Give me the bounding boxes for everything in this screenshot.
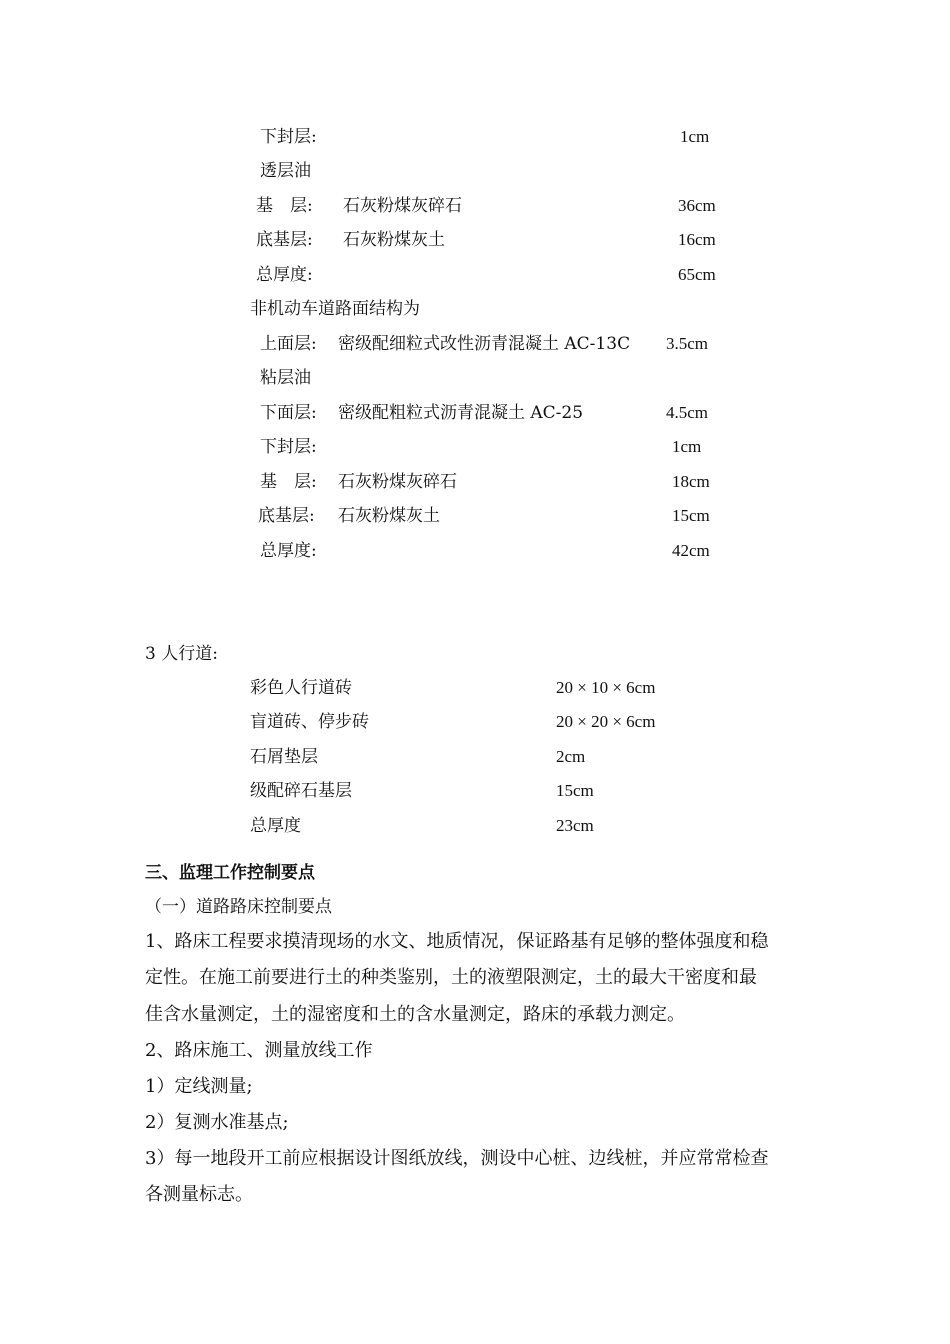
row-label: 下面层: bbox=[260, 403, 317, 423]
sidewalk-row-label: 级配碎石基层 bbox=[250, 781, 352, 801]
sidewalk-row-label: 石屑垫层 bbox=[250, 747, 318, 767]
paragraph-line: 各测量标志。 bbox=[145, 1184, 253, 1205]
paragraph-line: 定性。在施工前要进行土的种类鉴别，土的液塑限测定，土的最大干密度和最 bbox=[145, 967, 757, 988]
row-thickness: 16cm bbox=[678, 230, 716, 249]
row-label: 透层油 bbox=[260, 161, 311, 181]
row-thickness: 1cm bbox=[680, 127, 710, 146]
row-label: 下封层: bbox=[260, 127, 317, 147]
row-thickness: 4.5cm bbox=[666, 403, 709, 422]
row-label: 上面层: bbox=[260, 334, 317, 354]
sidewalk-row-value: 23cm bbox=[556, 816, 594, 835]
sidewalk-row-value: 15cm bbox=[556, 781, 594, 800]
row-thickness: 3.5cm bbox=[666, 334, 709, 353]
row-label: 下封层: bbox=[260, 437, 317, 457]
section-heading: 三、监理工作控制要点 bbox=[145, 863, 315, 883]
row-label: 粘层油 bbox=[260, 368, 311, 388]
sidewalk-title: 3 人行道: bbox=[145, 644, 218, 664]
row-material: 石灰粉煤灰土 bbox=[343, 230, 445, 250]
sidewalk-row-value: 2cm bbox=[556, 747, 586, 766]
sidewalk-row-label: 彩色人行道砖 bbox=[250, 678, 352, 698]
row-thickness: 15cm bbox=[672, 506, 710, 525]
paragraph-line: 佳含水量测定，土的湿密度和土的含水量测定，路床的承载力测定。 bbox=[145, 1004, 685, 1025]
paragraph-line: 2）复测水准基点; bbox=[145, 1112, 289, 1133]
paragraph-line: 1）定线测量; bbox=[145, 1076, 253, 1097]
row-thickness: 36cm bbox=[678, 196, 716, 215]
row-material: 石灰粉煤灰土 bbox=[338, 506, 440, 526]
paragraph-line: 2、路床施工、测量放线工作 bbox=[145, 1040, 373, 1061]
row-material: 石灰粉煤灰碎石 bbox=[338, 472, 457, 492]
row-material: 密级配粗粒式沥青混凝土 AC-25 bbox=[338, 403, 584, 423]
sidewalk-row-value: 20 × 20 × 6cm bbox=[556, 712, 656, 731]
row-thickness: 1cm bbox=[672, 437, 702, 456]
sidewalk-row-value: 20 × 10 × 6cm bbox=[556, 678, 656, 697]
row-material: 石灰粉煤灰碎石 bbox=[343, 196, 462, 216]
row-label: 底基层: bbox=[256, 230, 313, 250]
row-thickness: 42cm bbox=[672, 541, 710, 560]
paragraph-line: 3）每一地段开工前应根据设计图纸放线，测设中心桩、边线桩，并应常常检查 bbox=[145, 1148, 769, 1169]
row-label: 总厚度: bbox=[256, 265, 313, 285]
row-material: 密级配细粒式改性沥青混凝土 AC-13C bbox=[338, 334, 631, 354]
section-subheading: （一）道路路床控制要点 bbox=[145, 897, 332, 917]
sidewalk-row-label: 总厚度 bbox=[250, 816, 301, 836]
sidewalk-row-label: 盲道砖、停步砖 bbox=[250, 712, 369, 732]
row-label: 总厚度: bbox=[260, 541, 317, 561]
non-motor-title: 非机动车道路面结构为 bbox=[250, 299, 420, 319]
row-label: 基 层: bbox=[260, 472, 317, 492]
row-thickness: 65cm bbox=[678, 265, 716, 284]
row-label: 基 层: bbox=[256, 196, 313, 216]
row-label: 底基层: bbox=[258, 506, 315, 526]
paragraph-line: 1、路床工程要求摸清现场的水文、地质情况，保证路基有足够的整体强度和稳 bbox=[145, 931, 769, 952]
row-thickness: 18cm bbox=[672, 472, 710, 491]
